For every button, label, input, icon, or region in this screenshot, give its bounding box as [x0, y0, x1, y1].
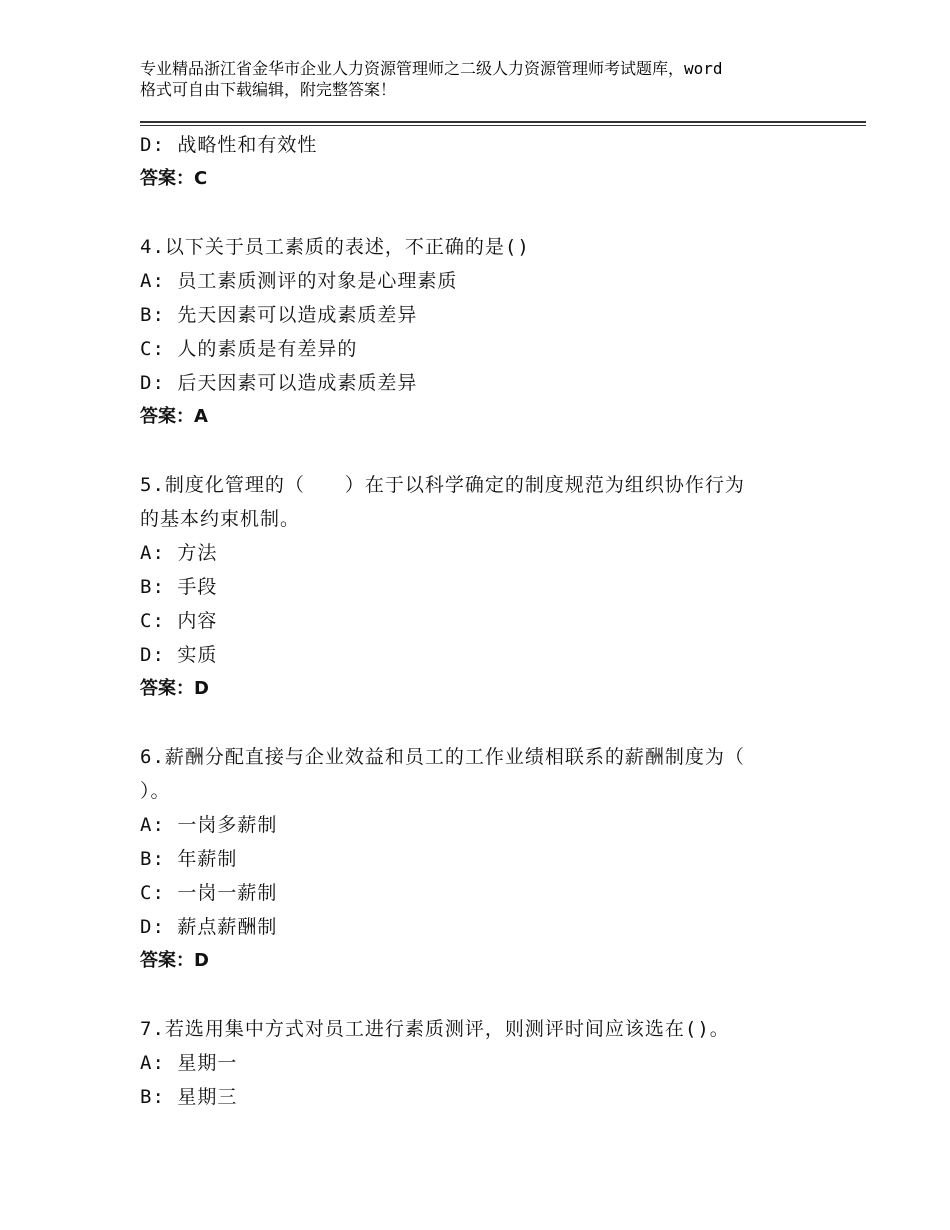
- spacer: [140, 706, 820, 740]
- option-a: A: 员工素质测评的对象是心理素质: [140, 270, 458, 292]
- header-title-line-1: 专业精品浙江省金华市企业人力资源管理师之二级人力资源管理师考试题库，word: [140, 59, 723, 78]
- answer-line: 答案：D: [140, 950, 209, 971]
- question-5: [140, 468, 820, 706]
- question-7: [140, 1012, 820, 1114]
- question-stem-line-1: 5.制度化管理的（ ）在于以科学确定的制度规范为组织协作行为: [140, 474, 745, 496]
- question-3-tail: [140, 128, 820, 196]
- question-stem-line-2: 的基本约束机制。: [140, 508, 301, 530]
- answer-line: 答案：C: [140, 168, 208, 189]
- spacer: [140, 196, 820, 230]
- option-b: B: 先天因素可以造成素质差异: [140, 304, 418, 326]
- page-header: [140, 58, 840, 100]
- option-c: C: 一岗一薪制: [140, 882, 278, 904]
- header-rule-thick: [140, 121, 866, 123]
- answer-line: 答案：A: [140, 406, 208, 427]
- option-a: A: 星期一: [140, 1052, 238, 1074]
- header-rule-thin: [140, 125, 866, 126]
- option-c: C: 人的素质是有差异的: [140, 338, 358, 360]
- option-b: B: 年薪制: [140, 848, 238, 870]
- spacer: [140, 434, 820, 468]
- option-b: B: 手段: [140, 576, 218, 598]
- option-c: C: 内容: [140, 610, 218, 632]
- question-stem: 7.若选用集中方式对员工进行素质测评，则测评时间应该选在()。: [140, 1018, 730, 1040]
- option-d: D: 后天因素可以造成素质差异: [140, 372, 418, 394]
- question-stem-line-2: ）。: [140, 780, 171, 802]
- option-d: D: 战略性和有效性: [140, 134, 318, 156]
- option-b: B: 星期三: [140, 1086, 238, 1108]
- option-a: A: 一岗多薪制: [140, 814, 278, 836]
- question-stem-line-1: 6.薪酬分配直接与企业效益和员工的工作业绩相联系的薪酬制度为（: [140, 746, 745, 768]
- question-list: [140, 128, 820, 1114]
- spacer: [140, 978, 820, 1012]
- option-d: D: 实质: [140, 644, 218, 666]
- question-stem: 4.以下关于员工素质的表述，不正确的是(): [140, 236, 530, 258]
- question-6: [140, 740, 820, 978]
- header-title-line-2: 格式可自由下载编辑，附完整答案！: [140, 80, 397, 99]
- question-4: [140, 230, 820, 434]
- option-a: A: 方法: [140, 542, 218, 564]
- option-d: D: 薪点薪酬制: [140, 916, 278, 938]
- answer-line: 答案：D: [140, 678, 209, 699]
